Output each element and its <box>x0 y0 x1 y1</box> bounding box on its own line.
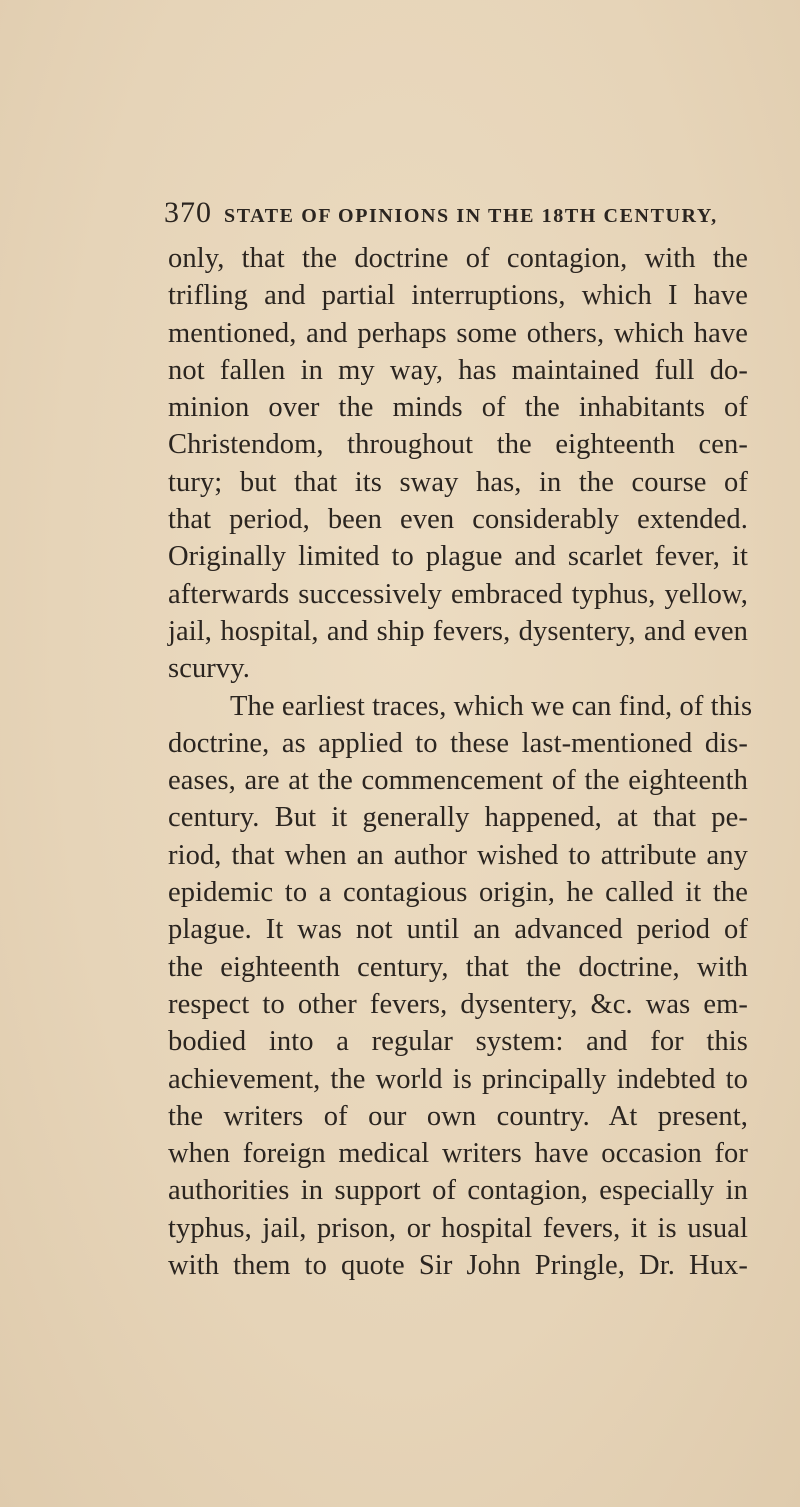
text-line: the eighteenth century, that the doctrine, with <box>168 951 748 983</box>
text-line: when foreign medical writers have occasion for <box>168 1138 748 1170</box>
text-line: doctrine, as applied to these last-mentioned dis- <box>168 727 748 759</box>
running-head <box>164 196 724 242</box>
text-line: Christendom, throughout the eighteenth cen- <box>168 429 748 461</box>
text-line: authorities in support of contagion, especially in <box>168 1175 748 1207</box>
text-line: mentioned, and perhaps some others, which have <box>168 317 748 349</box>
text-line: tury; but that its sway has, in the course of <box>168 466 748 498</box>
text-line: minion over the minds of the inhabitants of <box>168 392 748 424</box>
text-line: the writers of our own country. At present, <box>168 1100 748 1132</box>
text-line: scurvy. <box>168 653 250 685</box>
text-line: not fallen in my way, has maintained full do- <box>168 354 748 386</box>
text-line: respect to other fevers, dysentery, &c. was em- <box>168 988 748 1020</box>
text-line: afterwards successively embraced typhus, yellow, <box>168 578 748 610</box>
page-number: 370 <box>164 196 212 229</box>
text-line: that period, been even considerably extended. <box>168 504 748 536</box>
running-head-title: STATE OF OPINIONS IN THE 18TH CENTURY, <box>224 205 718 227</box>
text-line: century. But it generally happened, at that pe- <box>168 802 748 834</box>
text-line: trifling and partial interruptions, which I have <box>168 280 748 312</box>
text-line: only, that the doctrine of contagion, with the <box>168 243 748 274</box>
text-line: plague. It was not until an advanced period of <box>168 914 748 946</box>
text-line: typhus, jail, prison, or hospital fevers, it is usual <box>168 1212 748 1244</box>
text-line: Originally limited to plague and scarlet fever, it <box>168 541 748 573</box>
text-line: The earliest traces, which we can find, of this <box>230 690 753 722</box>
text-line: jail, hospital, and ship fevers, dysentery, and even <box>168 615 748 647</box>
text-line: with them to quote Sir John Pringle, Dr. Hux- <box>168 1250 748 1282</box>
text-line: bodied into a regular system: and for this <box>168 1026 748 1058</box>
text-line: eases, are at the commencement of the eighteenth <box>168 765 748 797</box>
text-line: riod, that when an author wished to attribute any <box>168 839 748 871</box>
body-text <box>168 240 753 1284</box>
text-line: achievement, the world is principally indebted to <box>168 1063 748 1095</box>
text-line: epidemic to a contagious origin, he called it the <box>168 877 748 909</box>
